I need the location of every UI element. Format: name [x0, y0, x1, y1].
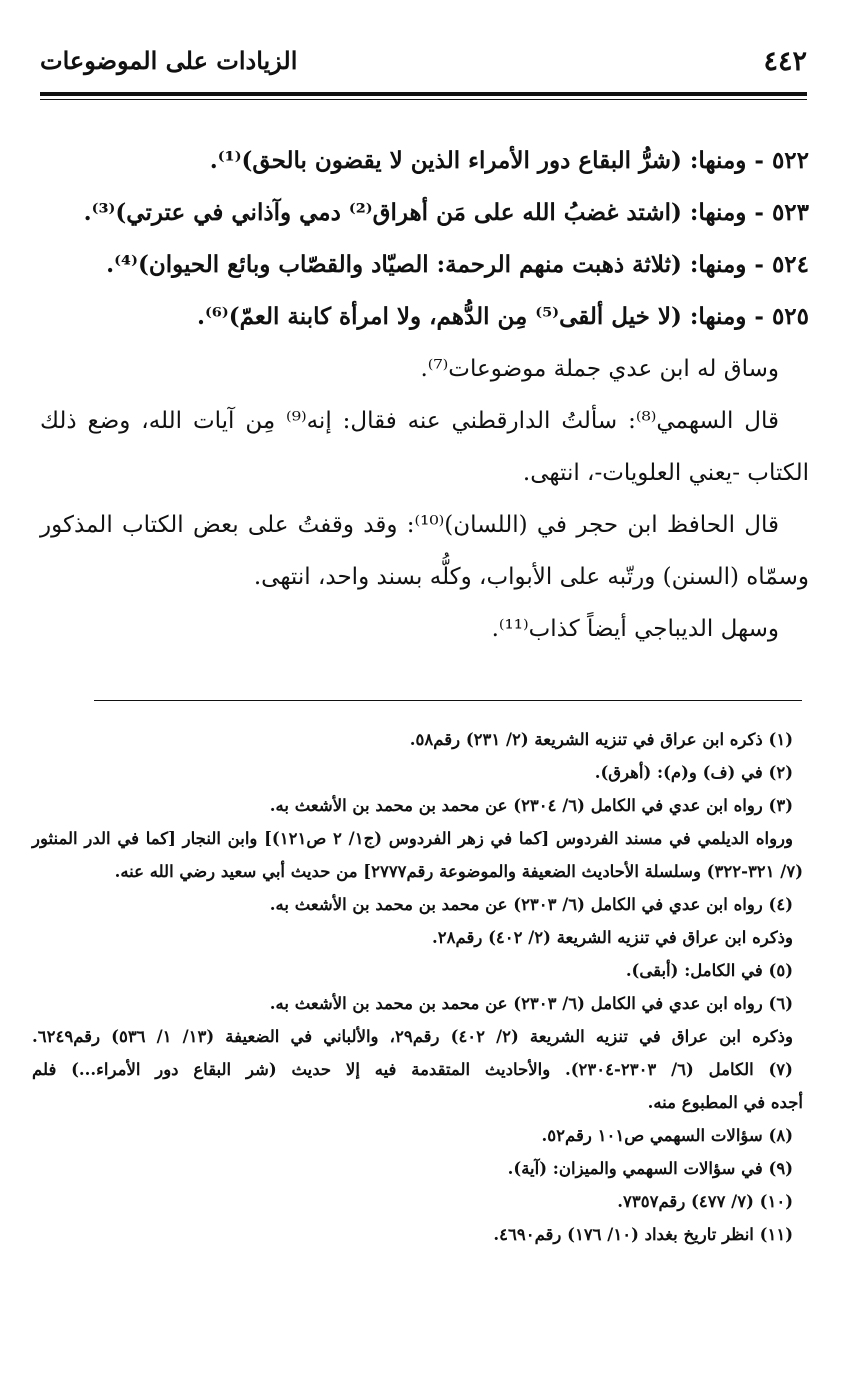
- footnote-line: (٧) الكامل (٦/ ٢٣٠٣-٢٣٠٤). والأحاديث المتقدمة فيه إلا حديث (شر البقاع دور الأمراء...) فلم: [32, 1060, 793, 1079]
- footnote-line: وذكره ابن عراق في تنزيه الشريعة (٢/ ٤٠٢) رقم٢٩، والألباني في الضعيفة (١٣/ ١/ ٥٣٦) رقم٦٢٤٩.: [32, 1027, 793, 1046]
- footnote-line: (٧/ ٣٢١-٣٢٢) وسلسلة الأحاديث الضعيفة والموضوعة رقم٢٧٧٧] من حديث أبي سعيد رضي الله عنه.: [114, 862, 803, 881]
- footnote-line: (٦) رواه ابن عدي في الكامل (٦/ ٢٣٠٣) عن محمد بن محمد بن الأشعث به.: [269, 994, 793, 1013]
- footnote-line: (١٠) (٧/ ٤٧٧) رقم٧٣٥٧.: [617, 1192, 793, 1211]
- page-number: ٤٤٢: [763, 46, 807, 77]
- footnote-line: (١) ذكره ابن عراق في تنزيه الشريعة (٢/ ٢٣١) رقم٥٨.: [409, 730, 793, 749]
- text-line: وسمّاه (السنن) ورتّبه على الأبواب، وكلُّه بسند واحد، انتهى.: [253, 564, 809, 590]
- footnote-line: (١١) انظر تاريخ بغداد (١٠/ ١٧٦) رقم٤٦٩٠.: [493, 1225, 793, 1244]
- footnote-line: ورواه الديلمي في مسند الفردوس [كما في زهر الفردوس (ج١/ ٢ ص١٢١)] وابن النجار [كما في الدر المنثور: [32, 829, 793, 848]
- footnote-line: (٩) في سؤالات السهمي والميزان: (آية).: [507, 1159, 793, 1178]
- footnote-separator: [94, 700, 802, 701]
- main-text: [40, 135, 809, 655]
- footnote-line: (٣) رواه ابن عدي في الكامل (٦/ ٢٣٠٤) عن محمد بن محمد بن الأشعث به.: [269, 796, 793, 815]
- text-line: قال الحافظ ابن حجر في (اللسان)⁽¹⁰⁾: وقد وقفتُ على بعض الكتاب المذكور: [40, 512, 780, 538]
- footnote-line: وذكره ابن عراق في تنزيه الشريعة (٢/ ٤٠٢) رقم٢٨.: [432, 928, 793, 947]
- hadith-523: ٥٢٣ - ومنها: (اشتد غضبُ الله على مَن أهراق⁽²⁾ دمي وآذاني في عترتي)⁽³⁾.: [83, 199, 809, 226]
- header-rule-thin: [40, 99, 807, 100]
- footnote-line: أجده في المطبوع منه.: [647, 1093, 803, 1112]
- footnote-line: (٥) في الكامل: (أبقى).: [625, 961, 793, 980]
- hadith-522: ٥٢٢ - ومنها: (شرُّ البقاع دور الأمراء الذين لا يقضون بالحق)⁽¹⁾.: [209, 147, 809, 174]
- footnote-line: (٢) في (ف) و(م): (أهرق).: [594, 763, 793, 782]
- hadith-524: ٥٢٤ - ومنها: (ثلاثة ذهبت منهم الرحمة: الصيّاد والقصّاب وبائع الحيوان)⁽⁴⁾.: [106, 251, 809, 278]
- footnote-line: (٤) رواه ابن عدي في الكامل (٦/ ٢٣٠٣) عن محمد بن محمد بن الأشعث به.: [269, 895, 793, 914]
- footnote-line: (٨) سؤالات السهمي ص١٠١ رقم٥٢.: [541, 1126, 793, 1145]
- text-line: وسهل الديباجي أيضاً كذاب⁽¹¹⁾.: [491, 616, 779, 642]
- page-header: [40, 46, 807, 90]
- text-line: وساق له ابن عدي جملة موضوعات⁽⁷⁾.: [420, 356, 779, 382]
- header-rule: [40, 92, 807, 96]
- footnotes: [32, 723, 803, 1251]
- running-title: الزيادات على الموضوعات: [40, 46, 298, 75]
- text-line: قال السهمي⁽⁸⁾: سألتُ الدارقطني عنه فقال: إنه⁽⁹⁾ مِن آيات الله، وضع ذلك: [40, 408, 779, 434]
- hadith-525: ٥٢٥ - ومنها: (لا خيل ألقى⁽⁵⁾ مِن الدُّهم، ولا امرأة كابنة العمّ)⁽⁶⁾.: [196, 303, 809, 330]
- text-line: الكتاب -يعني العلويات-، انتهى.: [522, 460, 809, 486]
